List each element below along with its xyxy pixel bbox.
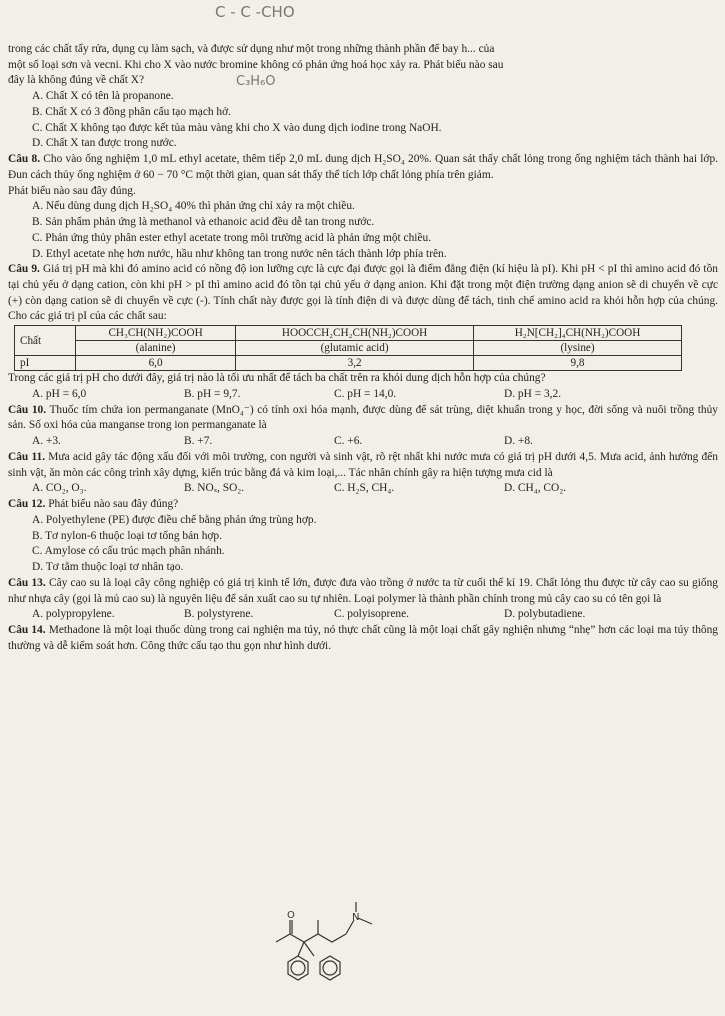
option-a: A. CO₂, O₃. [32, 482, 87, 495]
methadone-structure [268, 898, 378, 1008]
option-c: C. polyisoprene. [334, 608, 409, 621]
option-d: D. Chất X tan được trong nước. [32, 137, 177, 150]
oxygen-atom: O [287, 910, 295, 921]
table-header: pI [15, 356, 76, 371]
option-a: A. Nếu dùng dung dịch H₂SO₄ 40% thì phản ứng chỉ xảy ra một chiều. [32, 200, 355, 213]
question-text: Thuốc tím chứa ion permanganate (MnO₄⁻) có tính oxi hóa mạnh, được dùng để sát trùng, diệt khuẩn trong y học, đời sống và nuôi trồng thủy sản. Số oxi hóa của manganse trong ion permanganate là [8, 403, 718, 432]
option-b: B. NOₓ, SO₂. [184, 482, 245, 495]
option-a: A. polypropylene. [32, 608, 115, 621]
question-text: Methadone là một loại thuốc dùng trong cai nghiện ma túy, nó thực chất cũng là một loại chất gây nghiện nhưng “nhẹ” hơn các loại ma túy thông thường và dễ kiểm soát hơn. Công thức cấu tạo thu gọn như hình dưới. [8, 623, 719, 652]
text-line: một số loại sơn và vecni. Khi cho X vào nước bromine không có phản ứng hoá học xảy ra. Phát biểu nào sau [8, 58, 504, 71]
option-b: B. Chất X có 3 đồng phân cấu tạo mạch hở. [32, 105, 231, 118]
phenyl-ring-circle [323, 961, 337, 975]
handwritten-formula: C₃H₆O [236, 74, 276, 89]
options-row [8, 434, 718, 450]
option-b: B. +7. [184, 435, 213, 448]
option-a: A. +3. [32, 435, 61, 448]
question-8 [8, 152, 718, 262]
skeleton-bond [290, 934, 346, 942]
document-page [8, 42, 718, 654]
question-label: Câu 13. [8, 576, 46, 589]
question-11 [8, 450, 718, 497]
question-text: Mưa acid gây tác động xấu đối với môi trường, con người và sinh vật, rõ rệt nhất khi nước mưa có giá trị pH dưới 4,5. Mưa acid, ảnh hưởng đến sinh vật, ăn mòn các công trình xây dựng, kiến trúc bằng đá và kim loại,... Tác nhân chính gây ra hiện tượng mưa cid là [8, 450, 718, 479]
options-row [8, 481, 718, 497]
phenyl-ring-circle [291, 961, 305, 975]
question-label: Câu 8. [8, 153, 41, 166]
skeleton-bond [298, 942, 304, 956]
option-d: D. +8. [504, 435, 533, 448]
option-d: D. polybutadiene. [504, 608, 586, 621]
text-line: trong các chất tẩy rửa, dụng cụ làm sạch, và được sử dụng như một trong những thành phần để bay h... của [8, 43, 495, 55]
question-label: Câu 10. [8, 403, 47, 416]
option-c: C. H₂S, CH₄. [334, 482, 395, 495]
option-c: C. Phản ứng thủy phân ester ethyl acetate trong môi trường acid là phản ứng một chiều. [32, 231, 432, 244]
question-7-tail [8, 42, 718, 152]
question-prompt: Phát biểu nào sau đây đúng. [8, 184, 136, 197]
option-d: D. Tơ tằm thuộc loại tơ nhân tạo. [32, 561, 184, 574]
option-d: D. pH = 3,2. [504, 387, 562, 400]
table-header: Chất [15, 326, 76, 356]
table-cell: (lysine) [474, 341, 682, 356]
question-label: Câu 9. [8, 263, 40, 276]
table-cell: (alanine) [76, 341, 236, 356]
options-row [8, 607, 718, 623]
question-label: Câu 11. [8, 450, 46, 463]
question-text: Cây cao su là loại cây công nghiệp có giá trị kinh tế lớn, được đưa vào trồng ở nước ta từ cuối thế kỉ 19. Chất lỏng thu được từ cây cao su giống như nhựa cây (gọi là mủ cao su) là nguyên liệu để sản xuất cao su tự nhiên. Loại polymer là thành phần chính trong mủ cây cao su có tên gọi là [8, 576, 718, 605]
table-cell: 3,2 [236, 356, 474, 371]
question-10 [8, 403, 718, 450]
question-14 [8, 623, 718, 654]
pi-table [14, 325, 682, 371]
option-d: D. CH₄, CO₂. [504, 482, 567, 495]
text-line: đây là không đúng về chất X? [8, 74, 145, 87]
skeleton-bond [304, 942, 314, 956]
question-text: Giá trị pH mà khi đó amino acid có nồng độ ion lưỡng cực là cực đại được gọi là điểm đẳng điện (kí hiệu là pI). Khi pH < pI thì amino acid đó tồn tại chủ yếu ở dạng cation, còn khi pH > pI thì amino acid đó tồn tại chủ yếu ở dạng anion. Khi đặt trong một điện trường dạng anion sẽ di chuyển về cực (+) còn dạng cation sẽ di chuyển về cực (-). Tính chất này được gọi là tính điện di và được dùng để tách, tinh chế amino acid ra khỏi hỗn hợp của chúng. Cho các giá trị pI của các chất sau: [8, 263, 718, 323]
options-row [8, 387, 718, 403]
option-b: B. polystyrene. [184, 608, 254, 621]
option-a: A. Chất X có tên là propanone. [32, 90, 174, 103]
table-cell: (glutamic acid) [236, 341, 474, 356]
option-a: A. Polyethylene (PE) được điều chế bằng phản ứng trùng hợp. [32, 513, 317, 526]
option-b: B. pH = 9,7. [184, 387, 241, 400]
option-c: C. Chất X không tạo được kết tủa màu vàng khi cho X vào dung dịch iodine trong NaOH. [32, 121, 442, 134]
table-cell: CH₃CH(NH₂)COOH [76, 326, 236, 341]
table-cell: 9,8 [474, 356, 682, 371]
question-text: Trong các giá trị pH cho dưới đây, giá trị nào là tối ưu nhất để tách ba chất trên ra khỏi dung dịch hỗn hợp của chúng? [8, 372, 546, 385]
skeleton-bond [276, 920, 290, 942]
table-cell: HOOCCH₂CH₂CH(NH₂)COOH [236, 326, 474, 341]
option-c: C. +6. [334, 435, 363, 448]
question-label: Câu 12. [8, 498, 46, 511]
question-text: Phát biểu nào sau đây đúng? [48, 498, 179, 511]
handwritten-top-formula: C - C -CHO [215, 3, 295, 21]
option-a: A. pH = 6,0 [32, 387, 87, 400]
table-cell: 6,0 [76, 356, 236, 371]
table-cell: H₂N[CH₂]₄CH(NH₂)COOH [474, 326, 682, 341]
skeleton-bond [358, 918, 372, 924]
option-b: B. Tơ nylon-6 thuộc loại tơ tổng bán hợp. [32, 529, 222, 542]
question-13 [8, 576, 718, 623]
question-text: Cho vào ống nghiệm 1,0 mL ethyl acetate, thêm tiếp 2,0 mL dung dịch H₂SO₄ 20%. Quan sát thấy chất lỏng trong ống nghiệm tách thành hai lớp. Đun cách thủy ống nghiệm ở 60 − 70 °C một thời gian, quan sát thấy thể tích lớp chất lỏng phía trên giảm. [8, 153, 718, 181]
option-b: B. Sản phẩm phản ứng là methanol và ethanoic acid đều dễ tan trong nước. [32, 216, 375, 229]
nitrogen-atom: N [352, 912, 360, 923]
option-d: D. Ethyl acetate nhẹ hơn nước, hầu như không tan trong nước nên tách thành lớp phía trên. [32, 247, 447, 260]
question-label: Câu 14. [8, 623, 46, 636]
question-9 [8, 262, 718, 402]
option-c: C. Amylose có cấu trúc mạch phân nhánh. [32, 545, 225, 558]
option-c: C. pH = 14,0. [334, 387, 397, 400]
question-12 [8, 497, 718, 576]
